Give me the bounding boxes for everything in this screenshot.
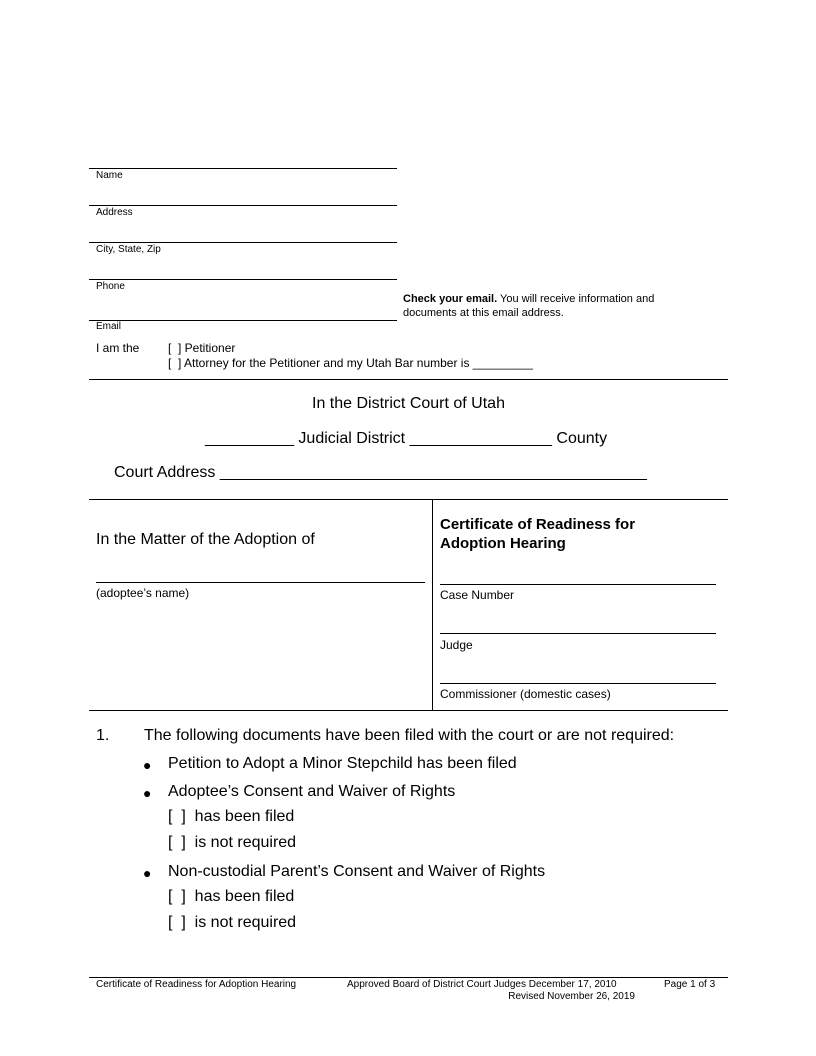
city-state-zip-label: City, State, Zip	[96, 244, 161, 255]
email-note-line2: documents at this email address.	[403, 307, 564, 319]
bullet-petition: Petition to Adopt a Minor Stepchild has been filed	[168, 755, 517, 772]
caption-vertical-divider	[432, 499, 433, 710]
adoptee-name-label: (adoptee’s name)	[96, 586, 190, 600]
court-heading: In the District Court of Utah	[312, 395, 505, 412]
footer-form-title: Certificate of Readiness for Adoption Hearing	[96, 979, 297, 990]
email-note-bold: Check your email.	[403, 293, 498, 305]
name-label: Name	[96, 170, 123, 181]
document-title-line1: Certificate of Readiness for	[440, 516, 636, 533]
address-line	[89, 205, 397, 206]
i-am-the-label: I am the	[96, 341, 140, 355]
document-title	[440, 515, 635, 553]
footer-page-number: Page 1 of 3	[664, 979, 716, 990]
email-label: Email	[96, 321, 122, 332]
bullet-icon: ●	[143, 865, 152, 881]
footer-revised: Revised November 26, 2019	[508, 991, 635, 1002]
phone-line	[89, 279, 397, 280]
bullet-adoptee-consent: Adoptee’s Consent and Waiver of Rights	[168, 783, 456, 800]
item-number: 1.	[96, 727, 110, 744]
footer-approved: Approved Board of District Court Judges December 17, 2010	[347, 979, 617, 990]
document-title-line2: Adoption Hearing	[440, 535, 566, 552]
attorney-option[interactable]: [ ] Attorney for the Petitioner and my Utah Bar number is _________	[168, 356, 533, 370]
case-number-line	[440, 584, 716, 585]
case-number-label: Case Number	[440, 588, 515, 602]
caption-bottom-divider	[89, 710, 728, 711]
item-text: The following documents have been filed with the court or are not required:	[144, 727, 675, 744]
email-line	[89, 320, 397, 321]
court-top-divider	[89, 379, 728, 380]
district-county-line: __________ Judicial District ________________ County	[205, 430, 608, 447]
bullet-noncustodial-consent: Non-custodial Parent’s Consent and Waiver of Rights	[168, 863, 546, 880]
noncustodial-consent-filed-option[interactable]: [ ] has been filed	[168, 888, 295, 905]
petitioner-option[interactable]: [ ] Petitioner	[168, 341, 236, 355]
address-label: Address	[96, 207, 133, 218]
city-line	[89, 242, 397, 243]
bullet-icon: ●	[143, 785, 152, 801]
email-note-line1: You will receive information and	[500, 293, 655, 305]
email-note	[403, 292, 654, 320]
footer-divider	[89, 977, 728, 978]
matter-label: In the Matter of the Adoption of	[96, 531, 315, 548]
noncustodial-consent-not-required-option[interactable]: [ ] is not required	[168, 914, 297, 931]
commissioner-line	[440, 683, 716, 684]
judge-label: Judge	[440, 638, 473, 652]
caption-top-divider	[89, 499, 728, 500]
adoptee-name-line	[96, 582, 425, 583]
commissioner-label: Commissioner (domestic cases)	[440, 687, 611, 701]
adoptee-consent-filed-option[interactable]: [ ] has been filed	[168, 808, 295, 825]
court-address-line: Court Address ________________________________________________	[114, 464, 647, 481]
adoptee-consent-not-required-option[interactable]: [ ] is not required	[168, 834, 297, 851]
judge-line	[440, 633, 716, 634]
phone-label: Phone	[96, 281, 125, 292]
name-line	[89, 168, 397, 169]
bullet-icon: ●	[143, 757, 152, 773]
